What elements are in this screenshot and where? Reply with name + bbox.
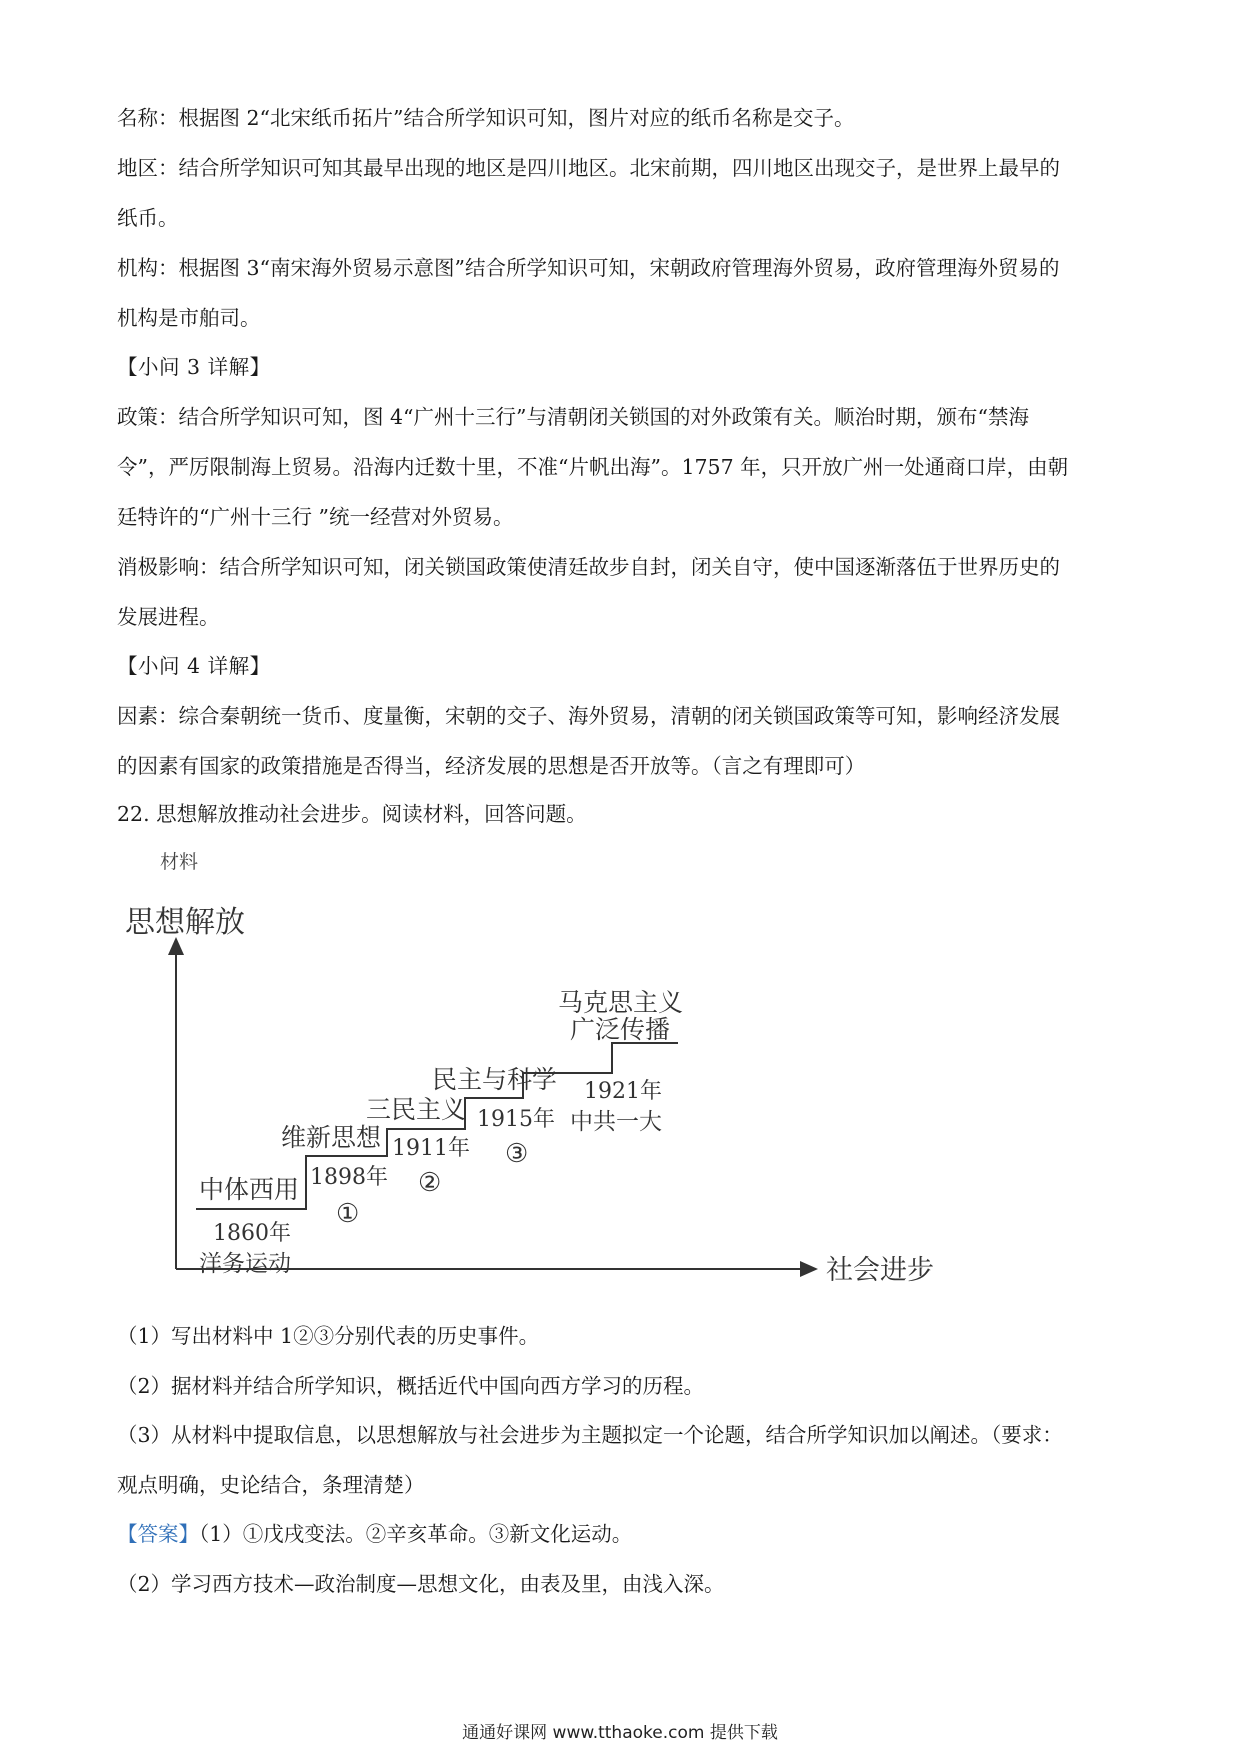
paragraph-factors-cont: 的因素有国家的政策措施是否得当，经济发展的思想是否开放等。（言之有理即可） xyxy=(117,754,866,778)
paragraph-factors: 因素：综合秦朝统一货币、度量衡，宋朝的交子、海外贸易，清朝的闭关锁国政策等可知，影响经济发展 xyxy=(117,704,1060,728)
thought-liberation-diagram xyxy=(110,885,934,1310)
step-1-year: 1860年 xyxy=(213,1221,291,1246)
question-3: （3）从材料中提取信息，以思想解放与社会进步为主题拟定一个论题，结合所学知识加以阐述。（要求： xyxy=(117,1423,1063,1447)
paragraph-name: 名称：根据图 2“北宋纸币拓片”结合所学知识可知，图片对应的纸币名称是交子。 xyxy=(117,106,855,130)
step-4-event: ③ xyxy=(505,1139,529,1169)
paragraph-negative-impact-cont: 发展进程。 xyxy=(117,605,220,629)
step-3-event: ② xyxy=(418,1168,442,1198)
x-axis-label: 社会进步 xyxy=(826,1255,934,1286)
step-4-idea: 民主与科学 xyxy=(432,1065,558,1094)
paragraph-region: 地区：结合所学知识可知其最早出现的地区是四川地区。北宋前期，四川地区出现交子，是世界上最早的 xyxy=(117,156,1060,180)
step-2-year: 1898年 xyxy=(310,1165,388,1190)
paragraph-policy-cont1: 令”，严厉限制海上贸易。沿海内迁数十里，不准“片帆出海”。1757 年，只开放广州一处通商口岸，由朝 xyxy=(117,455,1069,479)
step-3-idea: 三民主义 xyxy=(366,1095,467,1124)
paragraph-agency: 机构：根据图 3“南宋海外贸易示意图”结合所学知识可知，宋朝政府管理海外贸易，政府管理海外贸易的 xyxy=(117,256,1060,280)
paragraph-negative-impact: 消极影响：结合所学知识可知，闭关锁国政策使清廷故步自封，闭关自守，使中国逐渐落伍于世界历史的 xyxy=(117,555,1060,579)
question-2: （2）据材料并结合所学知识，概括近代中国向西方学习的历程。 xyxy=(117,1374,705,1398)
step-2-idea: 维新思想 xyxy=(281,1123,382,1152)
y-axis-label: 思想解放 xyxy=(125,905,245,940)
step-5-year: 1921年 xyxy=(584,1079,662,1104)
page-footer: 通通好课网 www.tthaoke.com 提供下载 xyxy=(462,1723,778,1743)
paragraph-policy: 政策：结合所学知识可知，图 4“广州十三行”与清朝闭关锁国的对外政策有关。顺治时期，颁布“禁海 xyxy=(117,405,1029,429)
step-4-year: 1915年 xyxy=(477,1107,555,1132)
answer-tag: 【答案】 xyxy=(117,1522,199,1546)
step-1-event: 洋务运动 xyxy=(199,1251,291,1277)
section-heading-q4: 【小问 4 详解】 xyxy=(117,654,271,678)
answer-1-text: （1）①戊戌变法。②辛亥革命。③新文化运动。 xyxy=(199,1522,633,1546)
question-3-cont: 观点明确，史论结合，条理清楚） xyxy=(117,1473,425,1497)
paragraph-policy-cont2: 廷特许的“广州十三行 ”统一经营对外贸易。 xyxy=(117,505,514,529)
answer-line-1 xyxy=(117,1520,632,1548)
paragraph-region-cont: 纸币。 xyxy=(117,206,179,230)
question-1: （1）写出材料中 1②③分别代表的历史事件。 xyxy=(117,1324,540,1348)
step-3-year: 1911年 xyxy=(392,1136,470,1161)
step-1-idea: 中体西用 xyxy=(199,1175,300,1204)
section-heading-q3: 【小问 3 详解】 xyxy=(117,355,271,379)
step-5-event: 中共一大 xyxy=(570,1109,662,1135)
paragraph-agency-cont: 机构是市舶司。 xyxy=(117,306,261,330)
step-2-event: ① xyxy=(336,1199,360,1229)
step-5-idea-line2: 广泛传播 xyxy=(570,1015,671,1044)
material-label: 材料 xyxy=(160,851,199,873)
answer-line-2: （2）学习西方技术—政治制度—思想文化，由表及里，由浅入深。 xyxy=(117,1572,725,1596)
step-5-idea-line1: 马克思主义 xyxy=(558,988,684,1017)
question-22-stem: 22. 思想解放推动社会进步。阅读材料，回答问题。 xyxy=(117,802,587,826)
